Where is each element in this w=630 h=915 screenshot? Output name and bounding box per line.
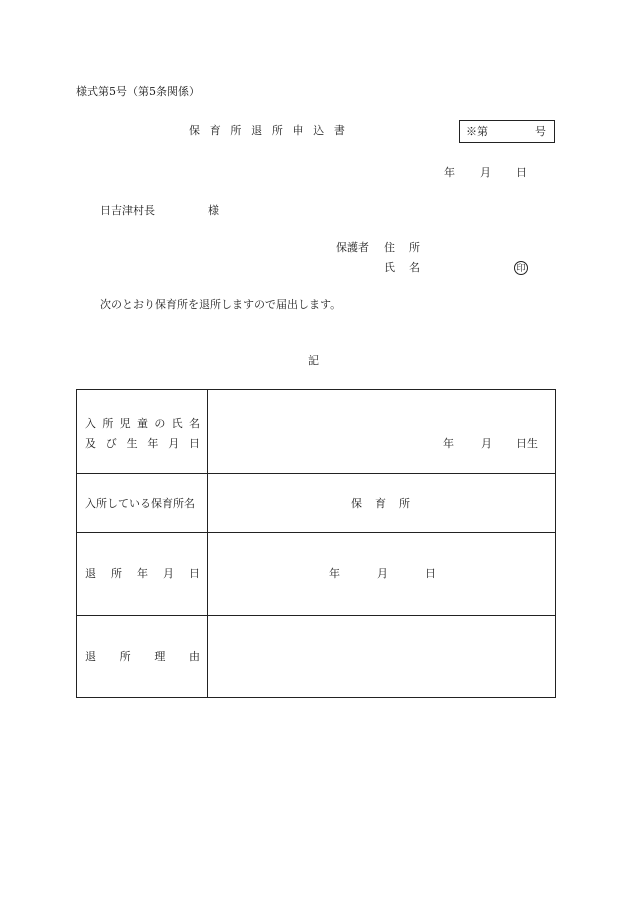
- spread-char: 児: [119, 417, 131, 430]
- spread-char: 所: [230, 124, 242, 137]
- spread-char: 及: [85, 437, 96, 450]
- spread-char: 年: [147, 437, 159, 450]
- guardian-label: 保護者: [336, 241, 369, 254]
- spread-char: 入: [85, 417, 96, 430]
- spread-char: 日: [188, 437, 200, 450]
- spread-char: 由: [188, 650, 200, 663]
- document-title: [189, 125, 345, 136]
- table-row-nursery-name: [77, 474, 555, 533]
- spread-char: 所: [119, 650, 131, 663]
- spread-char: 名: [409, 261, 420, 274]
- withdrawal-reason-label: [85, 651, 200, 662]
- spread-char: の: [154, 417, 166, 430]
- table-row-withdrawal-reason: [77, 616, 555, 699]
- spread-char: 年: [137, 567, 148, 580]
- spread-char: 退: [85, 567, 96, 580]
- guardian-name-label: [384, 262, 420, 273]
- spread-char: 理: [154, 650, 166, 663]
- spread-char: 名: [188, 417, 200, 430]
- spread-char: 生: [126, 437, 138, 450]
- spread-char: 所: [399, 497, 410, 510]
- spread-char: 月: [168, 437, 180, 450]
- spread-char: 所: [409, 241, 420, 254]
- form-number: 様式第5号（第5条関係）: [76, 85, 200, 98]
- child-name-label-line2: [85, 438, 200, 449]
- spread-char: 月: [163, 567, 174, 580]
- date-month: 月: [480, 166, 491, 179]
- guardian-address-label: [384, 242, 420, 253]
- reception-number-box: [459, 120, 555, 143]
- withdrawal-month: 月: [377, 567, 388, 580]
- birth-month: 月: [481, 437, 492, 450]
- spread-char: 申: [292, 124, 304, 137]
- addressee-name: 日吉津村長: [100, 204, 155, 217]
- withdrawal-year: 年: [329, 567, 340, 580]
- seal-mark-icon: 印: [514, 261, 528, 275]
- spread-char: 育: [375, 497, 386, 510]
- reception-suffix: 号: [535, 125, 546, 138]
- nursery-name-value: [351, 498, 410, 509]
- addressee-honorific: 様: [208, 204, 219, 217]
- spread-char: 日: [189, 567, 200, 580]
- table-row-withdrawal-date: [77, 533, 555, 616]
- spread-char: 退: [251, 124, 263, 137]
- spread-char: 氏: [384, 261, 395, 274]
- spread-char: び: [105, 437, 117, 450]
- spread-char: 所: [102, 417, 114, 430]
- table-row-child-name: [77, 390, 555, 474]
- spread-char: 住: [384, 241, 395, 254]
- date-day: 日: [516, 166, 527, 179]
- birth-day: 日生: [516, 437, 538, 450]
- spread-char: 氏: [171, 417, 183, 430]
- spread-char: 所: [271, 124, 283, 137]
- spread-char: 保: [351, 497, 362, 510]
- details-table: [76, 389, 556, 698]
- spread-char: 退: [85, 650, 96, 663]
- spread-char: 童: [136, 417, 148, 430]
- reception-prefix: ※第: [466, 125, 488, 138]
- spread-char: 保: [189, 124, 200, 137]
- child-name-label-line1: [85, 418, 200, 429]
- withdrawal-day: 日: [425, 567, 436, 580]
- birth-year: 年: [443, 437, 454, 450]
- statement-text: 次のとおり保育所を退所しますので届出します。: [100, 298, 342, 311]
- spread-char: 所: [111, 567, 122, 580]
- nursery-name-label: 入所している保育所名: [85, 497, 195, 510]
- note-heading: 記: [308, 354, 319, 367]
- withdrawal-date-label: [85, 568, 200, 579]
- spread-char: 書: [333, 124, 345, 137]
- spread-char: 込: [313, 124, 325, 137]
- spread-char: 育: [209, 124, 221, 137]
- date-year: 年: [444, 166, 455, 179]
